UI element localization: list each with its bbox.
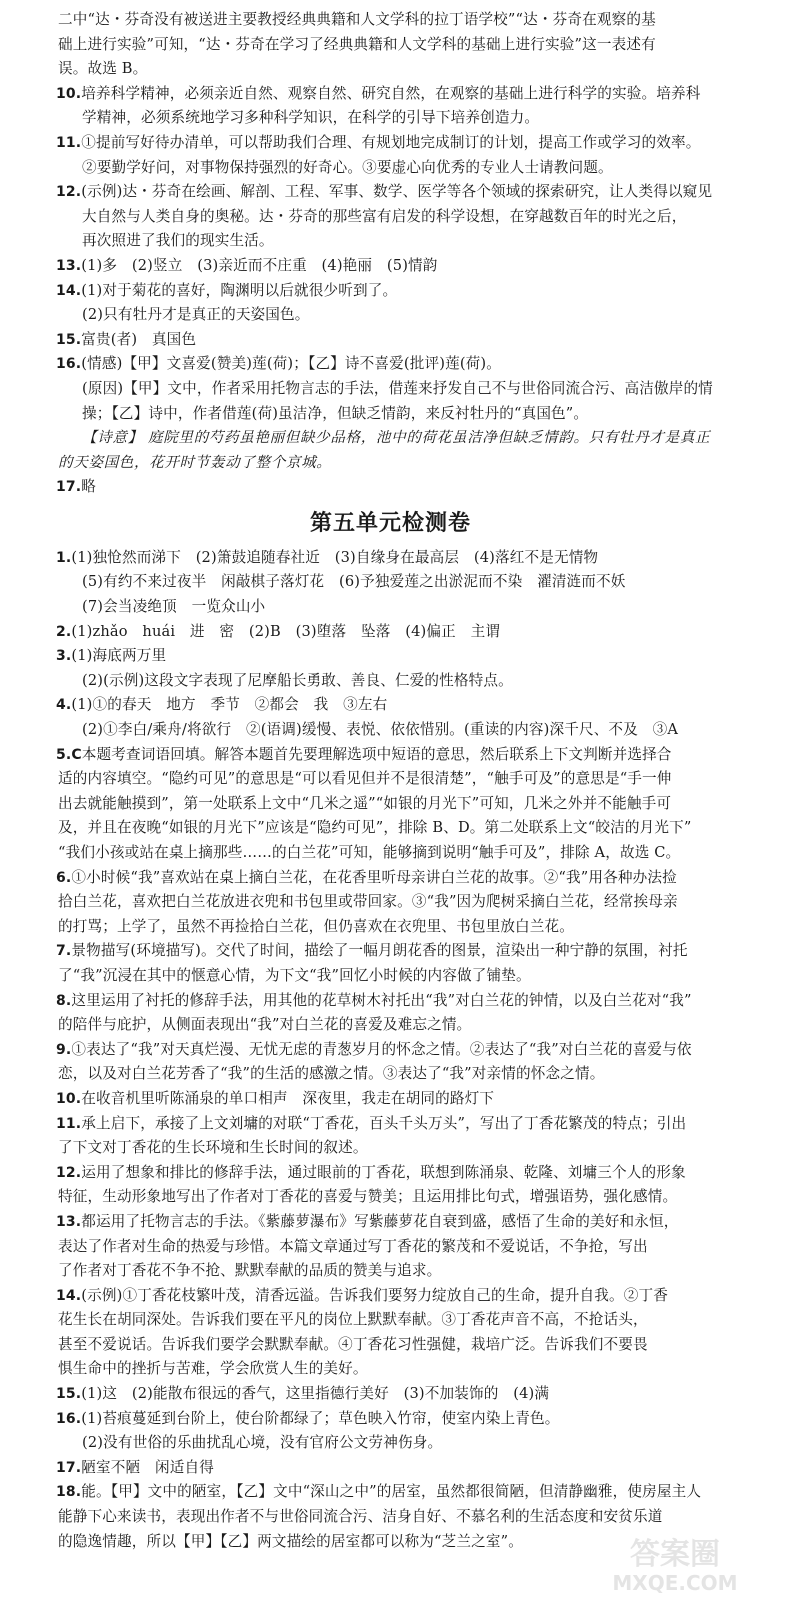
answer-line bbox=[58, 279, 723, 304]
answer-text: 的陪伴与庇护，从侧面表现出“我”对白兰花的喜爱及难忘之情。 bbox=[58, 1016, 472, 1034]
answer-number: 9. bbox=[56, 1041, 72, 1058]
answer-text: 花生长在胡同深处。告诉我们要在平凡的岗位上默默奉献。③丁香花声音不高，不抢话头， bbox=[58, 1311, 648, 1329]
answer-line bbox=[58, 131, 723, 156]
answer-number: 12. bbox=[56, 184, 82, 201]
answer-item bbox=[58, 693, 723, 742]
answer-text: 二中“达・芬奇没有被送进主要教授经典典籍和人文学科的拉丁语学校”“达・芬奇在观察的基 bbox=[58, 11, 656, 28]
answer-item bbox=[58, 989, 723, 1038]
answer-item bbox=[58, 426, 723, 475]
answer-number: 17. bbox=[56, 479, 82, 496]
answer-item bbox=[58, 546, 723, 620]
answer-number: 5.C bbox=[56, 746, 82, 763]
answer-text: (1)苔痕蔓延到台阶上，使台阶都绿了；草色映入竹帘，使室内染上青色。 bbox=[81, 1409, 560, 1427]
answer-item bbox=[58, 743, 723, 866]
answer-text: 学精神，必须系统地学习多种科学知识，在科学的引导下培养创造力。 bbox=[82, 109, 540, 127]
answer-line bbox=[58, 402, 723, 427]
answer-line bbox=[58, 352, 723, 377]
answer-number: 6. bbox=[56, 869, 72, 886]
answer-line bbox=[58, 156, 723, 181]
answer-number: 18. bbox=[56, 1484, 82, 1501]
answer-text: 了作者对丁香花不争不抢、默默奉献的品质的赞美与追求。 bbox=[58, 1262, 442, 1280]
answer-line bbox=[58, 1357, 723, 1382]
answer-item bbox=[58, 644, 723, 693]
answer-text: 运用了想象和排比的修辞手法，通过眼前的丁香花，联想到陈涌泉、乾隆、刘墉三个人的形象 bbox=[81, 1163, 686, 1181]
answer-line bbox=[58, 1136, 723, 1161]
section-title: 第五单元检测卷 bbox=[309, 510, 471, 536]
answer-text: 操；【乙】诗中，作者借莲(荷)虽洁净，但缺乏情韵，来反衬牡丹的“真国色”。 bbox=[82, 404, 589, 422]
answer-line bbox=[58, 229, 723, 254]
answer-number: 10. bbox=[56, 1090, 82, 1107]
answer-text: (1)zhǎo huái 进 密 (2)B (3)堕落 坠落 (4)偏正 主谓 bbox=[71, 622, 501, 640]
answer-number: 10. bbox=[56, 85, 82, 102]
answer-text: 及，并且在夜晚“如银的月光下”应该是“隐约可见”，排除 B、D。第二处联系上文“皎洁的月光下” bbox=[58, 819, 692, 837]
answer-line bbox=[58, 475, 723, 500]
answer-line bbox=[58, 792, 723, 817]
answer-number: 7. bbox=[56, 943, 72, 960]
answer-number: 17. bbox=[56, 1459, 82, 1476]
answer-item bbox=[58, 1038, 723, 1087]
answer-item bbox=[58, 352, 723, 426]
answer-line bbox=[58, 743, 723, 768]
answer-text: 陋室不陋 闲适自得 bbox=[81, 1458, 214, 1476]
answer-text: 甚至不爱说话。告诉我们要学会默默奉献。④丁香花习性强健，栽培广泛。告诉我们不要畏 bbox=[58, 1335, 648, 1353]
answer-line bbox=[58, 570, 723, 595]
answer-line bbox=[58, 1308, 723, 1333]
answer-line bbox=[58, 964, 723, 989]
answer-number: 14. bbox=[56, 282, 82, 299]
answer-text: 能静下心来读书，表现出作者不与世俗同流合污、洁身自好、不慕名利的生活态度和安贫乐道 bbox=[58, 1508, 663, 1526]
answer-text: (2)①李白/乘舟/将欲行 ②(语调)缓慢、表悦、依依惜别。(重读的内容)深千尺、不及 ③A bbox=[82, 721, 679, 739]
answer-number: 13. bbox=[56, 257, 82, 274]
answer-line bbox=[58, 1407, 723, 1432]
answer-item bbox=[58, 1087, 723, 1112]
answer-line bbox=[58, 1013, 723, 1038]
answer-line bbox=[58, 303, 723, 328]
answer-number: 11. bbox=[56, 1115, 82, 1132]
answer-item bbox=[58, 475, 723, 500]
answer-item bbox=[58, 180, 723, 254]
answer-text: 再次照进了我们的现实生活。 bbox=[82, 232, 274, 250]
answer-line bbox=[58, 1062, 723, 1087]
answer-text: 本题考查词语回填。解答本题首先要理解选项中短语的意思，然后联系上下文判断并选择合 bbox=[81, 745, 672, 763]
answer-item bbox=[58, 939, 723, 988]
answer-text: 景物描写(环境描写)。交代了时间，描绘了一幅月朗花香的图景，渲染出一种宁静的氛围，衬托 bbox=[71, 942, 688, 960]
answer-text: (7)会当凌绝顶 一览众山小 bbox=[82, 598, 266, 616]
answer-text: (示例)达・芬奇在绘画、解剖、工程、军事、数学、医学等各个领域的探索研究，让人类得以窥见 bbox=[81, 183, 713, 201]
answer-number: 1. bbox=[56, 549, 72, 566]
answer-line bbox=[58, 82, 723, 107]
answer-line bbox=[58, 1431, 723, 1456]
answer-text: 大自然与人类自身的奥秘。达・芬奇的那些富有启发的科学设想，在穿越数百年的时光之后， bbox=[82, 207, 687, 225]
answer-number: 12. bbox=[56, 1164, 82, 1181]
answer-line bbox=[58, 8, 723, 33]
answer-number: 15. bbox=[56, 331, 82, 348]
watermark-url: MXQE.COM bbox=[612, 1571, 738, 1595]
answer-text: 能。【甲】文中的陋室，【乙】文中“深山之中”的居室，虽然都很简陋，但清静幽雅，使房屋主人 bbox=[81, 1483, 702, 1501]
answer-text: 了下文对丁香花的生长环境和生长时间的叙述。 bbox=[58, 1139, 368, 1157]
answer-number: 3. bbox=[56, 648, 72, 665]
answer-line bbox=[58, 328, 723, 353]
answer-line bbox=[58, 1456, 723, 1481]
answer-line bbox=[58, 669, 723, 694]
answer-text: 惧生命中的挫折与苦难，学会欣赏人生的美好。 bbox=[58, 1360, 368, 1378]
answer-text: 表达了作者对生命的热爱与珍惜。本篇文章通过写丁香花的繁茂和不爱说话，不争抢，写出 bbox=[58, 1237, 648, 1255]
answer-text: ②要勤学好问，对事物保持强烈的好奇心。③要虚心向优秀的专业人士请教问题。 bbox=[82, 158, 613, 176]
answer-line bbox=[58, 33, 723, 58]
answer-text: “我们小孩或站在桌上摘那些……的白兰花”可知，能够摘到说明“触手可及”，排除 A，故选 C。 bbox=[58, 844, 681, 861]
answer-number: 2. bbox=[56, 623, 72, 640]
answer-text: 【诗意】 庭院里的芍药虽艳丽但缺少品格，池中的荷花虽洁净但缺乏情韵。只有牡丹才是真正 bbox=[82, 429, 711, 447]
watermark-logo bbox=[525, 1530, 775, 1594]
answer-line bbox=[58, 866, 723, 891]
answer-item bbox=[58, 1407, 723, 1456]
answer-line bbox=[58, 989, 723, 1014]
answer-line bbox=[58, 595, 723, 620]
answer-text: (5)有约不来过夜半 闲敲棋子落灯花 (6)予独爱莲之出淤泥而不染 濯清涟而不妖 bbox=[82, 573, 626, 591]
answer-line bbox=[58, 1505, 723, 1530]
answer-text: 特征，生动形象地写出了作者对丁香花的喜爱与赞美；且运用排比句式，增强语势，强化感情。 bbox=[58, 1188, 678, 1206]
answer-line bbox=[58, 1038, 723, 1063]
answer-text: (2)(示例)这段文字表现了尼摩船长勇敢、善良、仁爱的性格特点。 bbox=[82, 671, 513, 689]
answer-line bbox=[58, 718, 723, 743]
answer-text: 在收音机里听陈涌泉的单口相声 深夜里，我走在胡同的路灯下 bbox=[81, 1089, 495, 1107]
answer-text: (1)这 (2)能散布很远的香气，这里指德行美好 (3)不加装饰的 (4)满 bbox=[81, 1385, 550, 1403]
answer-item bbox=[58, 254, 723, 279]
answer-text: 误。故选 B。 bbox=[58, 60, 148, 78]
watermark-title: 答案圈 bbox=[630, 1537, 720, 1572]
answer-item bbox=[58, 620, 723, 645]
answer-line bbox=[58, 254, 723, 279]
answer-line bbox=[58, 1259, 723, 1284]
answer-text: (1)海底两万里 bbox=[71, 647, 167, 665]
answer-line bbox=[58, 915, 723, 940]
answer-line bbox=[58, 106, 723, 131]
answer-number: 16. bbox=[56, 356, 82, 373]
answer-item bbox=[58, 1161, 723, 1210]
answer-item bbox=[58, 1456, 723, 1481]
answer-text: ①表达了“我”对天真烂漫、无忧无虑的青葱岁月的怀念之情。②表达了“我”对白兰花的喜爱与依 bbox=[71, 1040, 692, 1058]
answer-line bbox=[58, 620, 723, 645]
answer-line bbox=[58, 57, 723, 82]
answer-number: 8. bbox=[56, 992, 72, 1009]
answers-unit-five bbox=[58, 546, 723, 1554]
answer-line bbox=[58, 1161, 723, 1186]
answer-page bbox=[58, 8, 723, 1554]
answer-line bbox=[58, 426, 723, 451]
answer-line bbox=[58, 767, 723, 792]
answer-line bbox=[58, 546, 723, 571]
answer-line bbox=[58, 1112, 723, 1137]
answer-text: 这里运用了衬托的修辞手法，用其他的花草树木衬托出“我”对白兰花的钟情，以及白兰花对“我” bbox=[71, 991, 692, 1009]
answer-item bbox=[58, 82, 723, 131]
answer-number: 13. bbox=[56, 1213, 82, 1230]
answer-text: 都运用了托物言志的手法。《紫藤萝瀑布》写紫藤萝花自衰到盛，感悟了生命的美好和永恒， bbox=[81, 1212, 679, 1230]
answer-number: 11. bbox=[56, 134, 82, 151]
answer-text: 的天姿国色，花开时节轰动了整个京城。 bbox=[58, 453, 332, 471]
answer-line bbox=[58, 451, 723, 476]
answer-line bbox=[58, 180, 723, 205]
answer-text: 了“我”沉浸在其中的惬意心情，为下文“我”回忆小时候的内容做了铺垫。 bbox=[58, 966, 531, 984]
answer-item bbox=[58, 1382, 723, 1407]
answers-previous-unit bbox=[58, 8, 723, 500]
answer-text: (1)对于菊花的喜好，陶渊明以后就很少听到了。 bbox=[81, 281, 398, 299]
answer-text: (2)只有牡丹才是真正的天姿国色。 bbox=[82, 306, 310, 324]
answer-text: (2)没有世俗的乐曲扰乱心境，没有官府公文劳神伤身。 bbox=[82, 1434, 443, 1452]
answer-number: 16. bbox=[56, 1410, 82, 1427]
answer-text: 承上启下，承接了上文刘墉的对联“丁香花，百头千头万头”，写出了丁香花繁茂的特点；引出 bbox=[81, 1114, 687, 1132]
answer-line bbox=[58, 377, 723, 402]
answer-text: 略 bbox=[81, 478, 97, 496]
answer-text: (1)独怆然而涕下 (2)箫鼓追随春社近 (3)自缘身在最高层 (4)落红不是无情物 bbox=[71, 548, 599, 566]
answer-text: (原因)【甲】文中，作者采用托物言志的手法，借莲来抒发自己不与世俗同流合污、高洁傲岸的情 bbox=[82, 379, 713, 397]
answer-line bbox=[58, 1480, 723, 1505]
answer-text: ①小时候“我”喜欢站在桌上摘白兰花，在花香里听母亲讲白兰花的故事。②“我”用各种办法捡 bbox=[71, 868, 677, 886]
answer-text: 础上进行实验”可知，“达・芬奇在学习了经典典籍和人文学科的基础上进行实验”这一表述有 bbox=[58, 35, 656, 53]
answer-line bbox=[58, 890, 723, 915]
answer-item bbox=[58, 8, 723, 82]
answer-number: 15. bbox=[56, 1386, 82, 1403]
answer-text: 恋，以及对白兰花芳香了“我”的生活的感激之情。③表达了“我”对亲情的怀念之情。 bbox=[58, 1065, 605, 1083]
answer-number: 4. bbox=[56, 697, 72, 714]
answer-text: 富贵(者) 真国色 bbox=[81, 330, 197, 348]
answer-text: 培养科学精神，必须亲近自然、观察自然、研究自然，在观察的基础上进行科学的实验。培养科 bbox=[81, 84, 701, 102]
answer-line bbox=[58, 1235, 723, 1260]
answer-text: (情感)【甲】文喜爱(赞美)莲(荷)；【乙】诗不喜爱(批评)莲(荷)。 bbox=[81, 355, 501, 373]
answer-number: 14. bbox=[56, 1287, 82, 1304]
answer-line bbox=[58, 939, 723, 964]
answer-item bbox=[58, 1284, 723, 1382]
answer-text: 的隐逸情趣，所以【甲】【乙】两文描绘的居室都可以称为“芝兰之室”。 bbox=[58, 1532, 523, 1550]
answer-text: (1)①的春天 地方 季节 ②都会 我 ③左右 bbox=[71, 696, 388, 714]
answer-line bbox=[58, 1284, 723, 1309]
answer-text: ①提前写好待办清单，可以帮助我们合理、有规划地完成制订的计划，提高工作或学习的效率。 bbox=[81, 133, 701, 151]
answer-line bbox=[58, 841, 723, 866]
answer-item bbox=[58, 279, 723, 328]
answer-line bbox=[58, 1210, 723, 1235]
answer-line bbox=[58, 1087, 723, 1112]
answer-text: 适的内容填空。“隐约可见”的意思是“可以看见但并不是很清楚”，“触手可及”的意思是“手一伸 bbox=[58, 770, 672, 788]
answer-text: 拾白兰花，喜欢把白兰花放进衣兜和书包里或带回家。③“我”因为爬树采摘白兰花，经常挨母亲 bbox=[58, 893, 678, 911]
answer-line bbox=[58, 1185, 723, 1210]
answer-item bbox=[58, 328, 723, 353]
answer-line bbox=[58, 1382, 723, 1407]
answer-item bbox=[58, 866, 723, 940]
answer-line bbox=[58, 205, 723, 230]
answer-line bbox=[58, 816, 723, 841]
answer-line bbox=[58, 644, 723, 669]
answer-text: 出去就能触摸到”，第一处联系上文中“几米之遥”“如银的月光下”可知，几米之外并不能触手可 bbox=[58, 794, 672, 812]
answer-item bbox=[58, 1210, 723, 1284]
answer-line bbox=[58, 1333, 723, 1358]
answer-text: (1)多 (2)竖立 (3)亲近而不庄重 (4)艳丽 (5)情韵 bbox=[81, 256, 438, 274]
answer-text: (示例)①丁香花枝繁叶茂，清香远溢。告诉我们要努力绽放自己的生命，提升自我。②丁香 bbox=[81, 1286, 668, 1304]
answer-line bbox=[58, 693, 723, 718]
answer-text: 的打骂；上学了，虽然不再捡拾白兰花，但仍喜欢在衣兜里、书包里放白兰花。 bbox=[58, 917, 575, 935]
answer-item bbox=[58, 1112, 723, 1161]
answer-item bbox=[58, 131, 723, 180]
